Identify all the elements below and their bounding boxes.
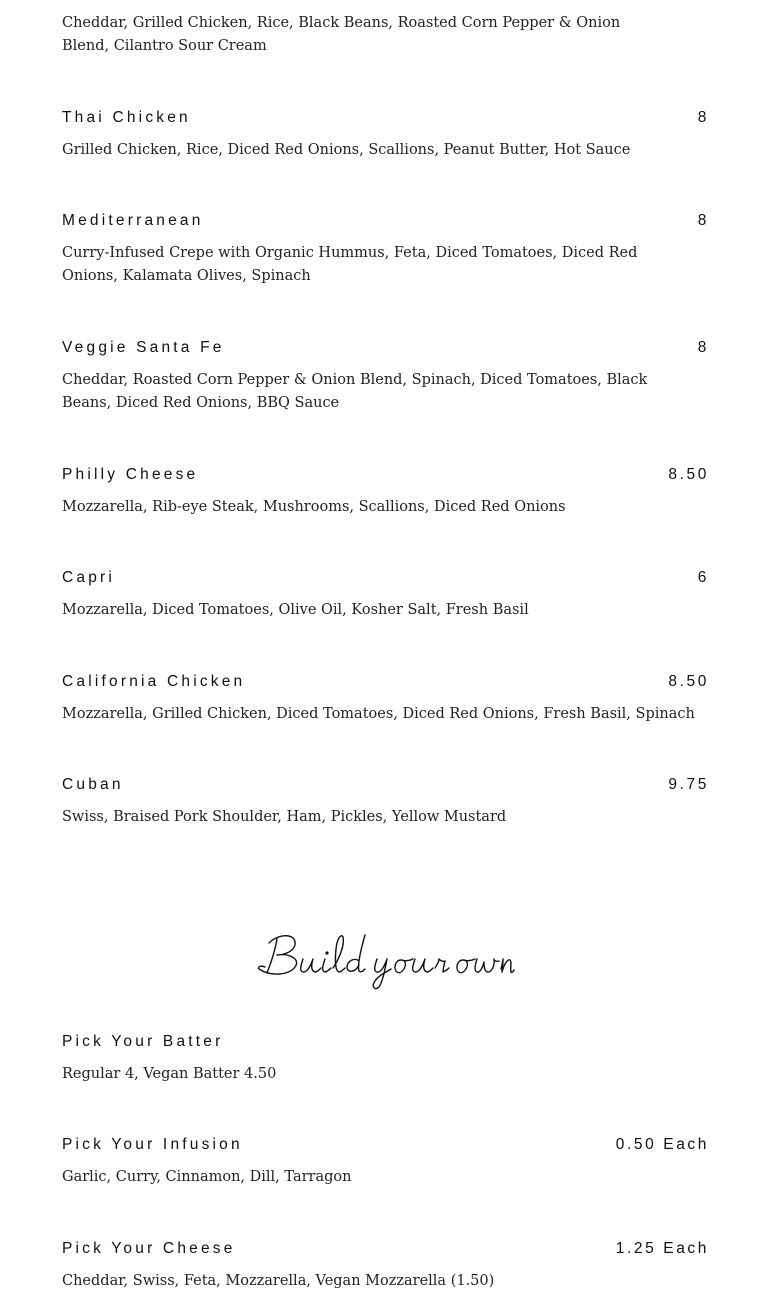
item-price: 8.50 [668,466,709,483]
menu-item-mediterranean [62,212,707,288]
item-price: 8 [697,339,709,356]
item-name: Cuban [62,776,124,793]
item-name: Mediterranean [62,212,204,229]
item-price: 0.50 Each [615,1136,709,1153]
item-name: Pick Your Batter [62,1033,224,1050]
build-item-batter [62,1033,707,1086]
menu-item-capri [62,569,707,622]
item-name: Veggie Santa Fe [62,339,225,356]
item-name: Capri [62,569,116,586]
item-name: Pick Your Cheese [62,1240,236,1257]
item-header [62,212,707,234]
menu-item-cuban [62,776,707,829]
item-header [62,339,707,361]
item-header [62,1240,707,1262]
item-price: 8 [697,212,709,229]
item-description: Mozzarella, Rib-eye Steak, Mushrooms, Scallions, Diced Red Onions [62,499,566,515]
item-header [62,569,707,591]
menu-item-veggie-santa-fe [62,339,707,415]
item-description: Garlic, Curry, Cinnamon, Dill, Tarragon [62,1169,352,1185]
item-header [62,1033,707,1055]
item-header [62,466,707,488]
item-header [62,673,707,695]
item-description: Grilled Chicken, Rice, Diced Red Onions, Scallions, Peanut Butter, Hot Sauce [62,142,631,158]
item-description: Curry-Infused Crepe with Organic Hummus, Feta, Diced Tomatoes, Diced Red Onions, Kalamata Olives, Spinach [62,245,638,284]
item-price: 9.75 [668,776,709,793]
item-header [62,109,707,131]
item-name: Philly Cheese [62,466,199,483]
item-header [62,776,707,798]
menu-item-california-chicken [62,673,707,726]
item-header [62,1136,707,1158]
item-description-top: Cheddar, Grilled Chicken, Rice, Black Beans, Roasted Corn Pepper & Onion Blend, Cilantro Sour Cream [62,15,621,54]
item-price: 1.25 Each [615,1240,709,1257]
item-description: Swiss, Braised Pork Shoulder, Ham, Pickles, Yellow Mustard [62,809,507,825]
item-name: Thai Chicken [62,109,191,126]
item-description: Mozzarella, Diced Tomatoes, Olive Oil, Kosher Salt, Fresh Basil [62,602,529,618]
item-name: Pick Your Infusion [62,1136,243,1153]
item-description: Regular 4, Vegan Batter 4.50 [62,1066,277,1082]
script-title-graphic [255,925,515,995]
item-name: California Chicken [62,673,246,690]
item-price: 6 [697,569,709,586]
item-description: Mozzarella, Grilled Chicken, Diced Tomatoes, Diced Red Onions, Fresh Basil, Spinach [62,706,695,722]
section-title-build-your-own [0,925,770,995]
menu-item-thai-chicken [62,109,707,162]
item-price: 8.50 [668,673,709,690]
item-description: Cheddar, Roasted Corn Pepper & Onion Blend, Spinach, Diced Tomatoes, Black Beans, Diced Red Onions, BBQ Sauce [62,372,648,411]
item-price: 8 [697,109,709,126]
build-item-cheese [62,1240,707,1293]
build-item-infusion [62,1136,707,1189]
menu-item-philly-cheese [62,466,707,519]
item-description: Cheddar, Swiss, Feta, Mozzarella, Vegan Mozzarella (1.50) [62,1273,495,1289]
